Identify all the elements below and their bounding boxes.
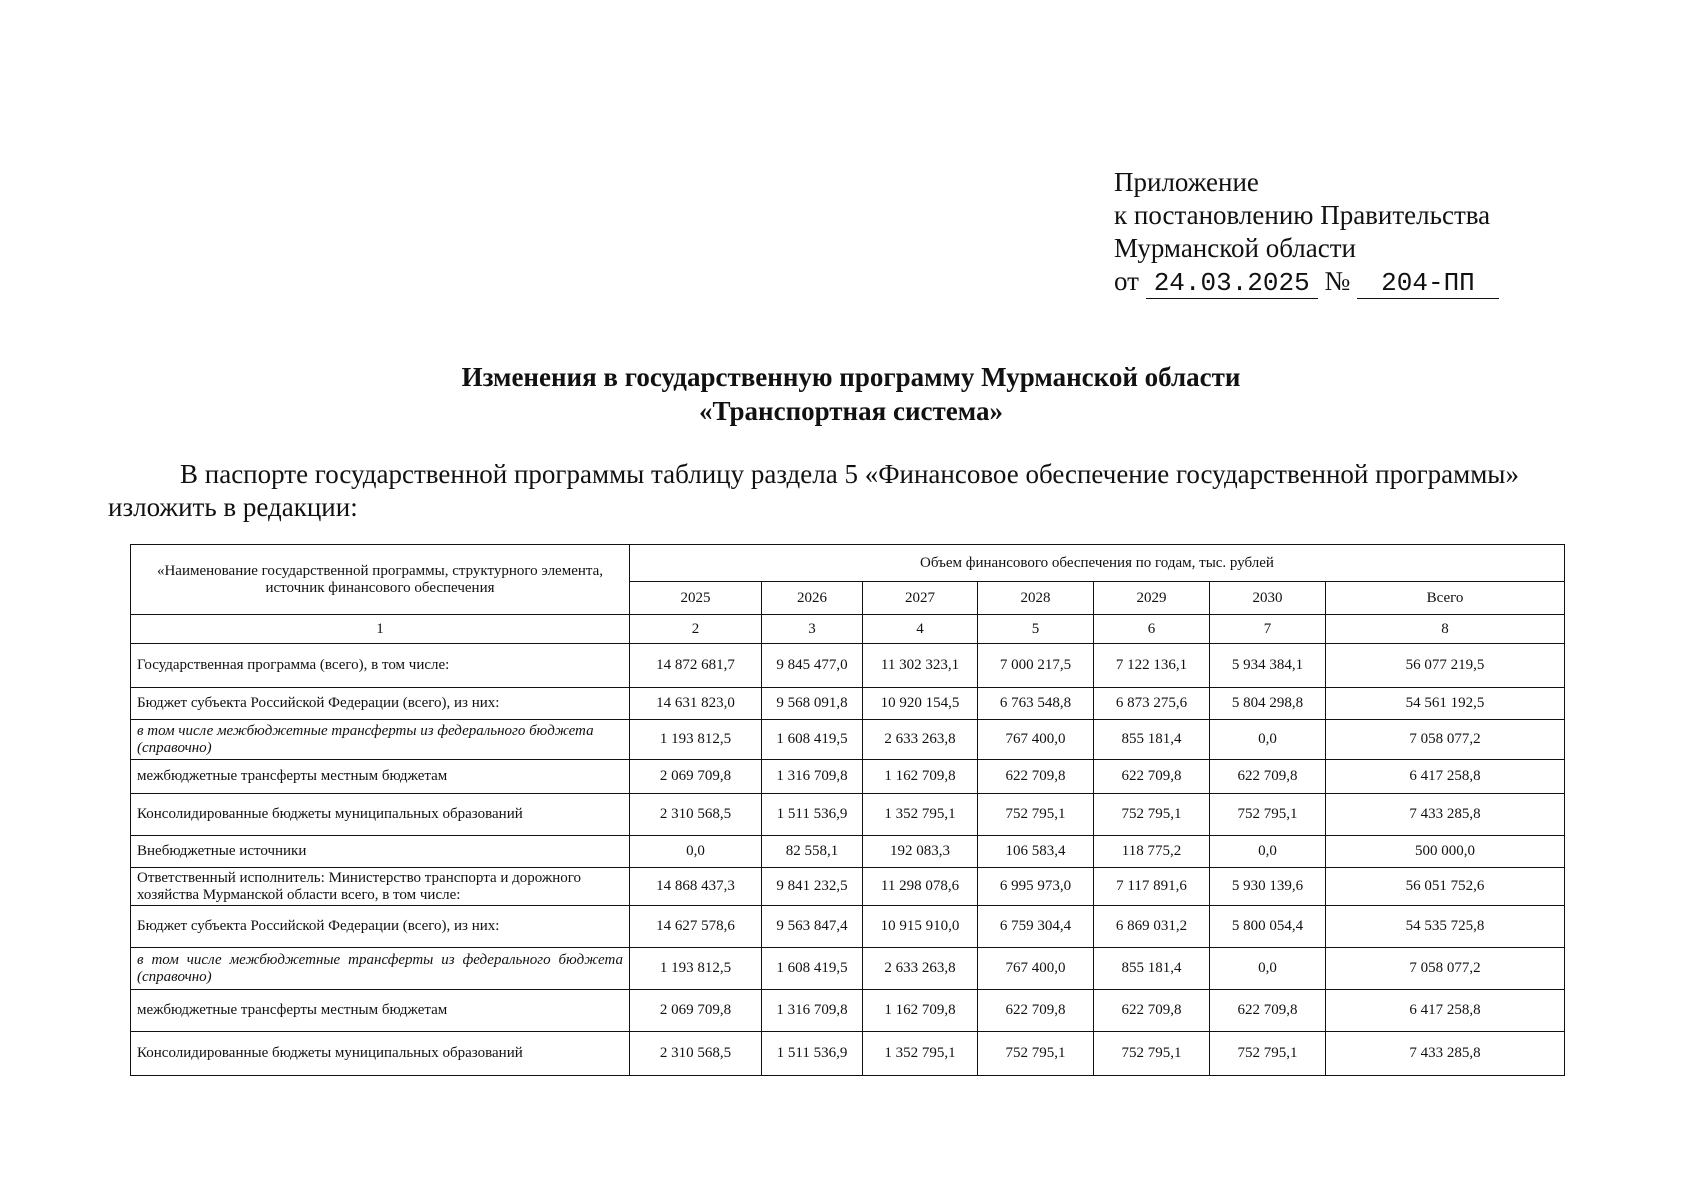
- row-year-value: 1 511 536,9: [762, 794, 863, 836]
- row-year-value: 1 352 795,1: [863, 794, 978, 836]
- row-total-value: 7 058 077,2: [1326, 720, 1565, 760]
- row-year-value: 6 759 304,4: [978, 906, 1094, 948]
- row-year-value: 1 193 812,5: [630, 720, 762, 760]
- table-row: [131, 794, 1565, 836]
- row-year-value: 1 316 709,8: [762, 990, 863, 1032]
- row-year-value: 767 400,0: [978, 720, 1094, 760]
- row-year-value: 7 000 217,5: [978, 644, 1094, 688]
- row-total-value: 7 433 285,8: [1326, 794, 1565, 836]
- column-number: 1: [131, 615, 630, 644]
- row-year-value: 6 869 031,2: [1094, 906, 1210, 948]
- row-name: Консолидированные бюджеты муниципальных образований: [131, 794, 630, 836]
- header-total: Всего: [1326, 582, 1565, 615]
- row-year-value: 82 558,1: [762, 836, 863, 868]
- number-prefix: №: [1324, 266, 1351, 296]
- table-row: [131, 760, 1565, 794]
- table-row: [131, 688, 1565, 720]
- table-row: [131, 836, 1565, 868]
- row-year-value: 622 709,8: [978, 760, 1094, 794]
- row-year-value: 6 995 973,0: [978, 868, 1094, 906]
- row-year-value: 1 193 812,5: [630, 948, 762, 990]
- row-total-value: 6 417 258,8: [1326, 990, 1565, 1032]
- row-year-value: 752 795,1: [1210, 1032, 1326, 1076]
- row-year-value: 14 872 681,7: [630, 644, 762, 688]
- row-year-value: 752 795,1: [1094, 1032, 1210, 1076]
- row-year-value: 0,0: [1210, 720, 1326, 760]
- resolution-number: 204-ПП: [1357, 268, 1499, 299]
- row-name: Ответственный исполнитель: Министерство транспорта и дорожного хозяйства Мурманской области всего, в том числе:: [131, 868, 630, 906]
- row-year-value: 622 709,8: [1094, 990, 1210, 1032]
- table-row: [131, 644, 1565, 688]
- row-year-value: 5 800 054,4: [1210, 906, 1326, 948]
- row-year-value: 2 069 709,8: [630, 990, 762, 1032]
- row-name: межбюджетные трансферты местным бюджетам: [131, 760, 630, 794]
- header-year: 2029: [1094, 582, 1210, 615]
- row-name: Государственная программа (всего), в том числе:: [131, 644, 630, 688]
- row-year-value: 1 352 795,1: [863, 1032, 978, 1076]
- resolution-date: 24.03.2025: [1146, 268, 1318, 299]
- header-year: 2028: [978, 582, 1094, 615]
- row-year-value: 855 181,4: [1094, 720, 1210, 760]
- row-year-value: 5 934 384,1: [1210, 644, 1326, 688]
- row-year-value: 767 400,0: [978, 948, 1094, 990]
- row-year-value: 1 608 419,5: [762, 948, 863, 990]
- row-year-value: 11 298 078,6: [863, 868, 978, 906]
- row-year-value: 11 302 323,1: [863, 644, 978, 688]
- row-year-value: 622 709,8: [978, 990, 1094, 1032]
- column-number: 5: [978, 615, 1094, 644]
- header-year: 2027: [863, 582, 978, 615]
- row-total-value: 500 000,0: [1326, 836, 1565, 868]
- row-year-value: 1 162 709,8: [863, 990, 978, 1032]
- row-name: Бюджет субъекта Российской Федерации (всего), из них:: [131, 688, 630, 720]
- table-row: [131, 720, 1565, 760]
- row-year-value: 118 775,2: [1094, 836, 1210, 868]
- column-number: 2: [630, 615, 762, 644]
- table-row: [131, 990, 1565, 1032]
- column-numbers-row: [131, 615, 1565, 644]
- row-year-value: 622 709,8: [1210, 760, 1326, 794]
- row-year-value: 7 117 891,6: [1094, 868, 1210, 906]
- row-year-value: 855 181,4: [1094, 948, 1210, 990]
- row-year-value: 192 083,3: [863, 836, 978, 868]
- row-year-value: 0,0: [630, 836, 762, 868]
- row-year-value: 1 511 536,9: [762, 1032, 863, 1076]
- appendix-block: [1114, 166, 1499, 299]
- row-year-value: 9 841 232,5: [762, 868, 863, 906]
- row-year-value: 2 633 263,8: [863, 948, 978, 990]
- title-line-2: «Транспортная система»: [699, 396, 1003, 426]
- appendix-line-1: Приложение: [1114, 167, 1259, 197]
- row-year-value: 2 069 709,8: [630, 760, 762, 794]
- intro-line-1: В паспорте государственной программы таблицу раздела 5 «Финансовое обеспечение государственной программы»: [180, 459, 1519, 489]
- date-prefix: от: [1114, 266, 1139, 296]
- title-line-1: Изменения в государственную программу Мурманской области: [461, 362, 1241, 392]
- row-name: межбюджетные трансферты местным бюджетам: [131, 990, 630, 1032]
- row-total-value: 6 417 258,8: [1326, 760, 1565, 794]
- row-year-value: 9 563 847,4: [762, 906, 863, 948]
- row-year-value: 752 795,1: [1094, 794, 1210, 836]
- row-name: Бюджет субъекта Российской Федерации (всего), из них:: [131, 906, 630, 948]
- column-number: 6: [1094, 615, 1210, 644]
- table-row: [131, 1032, 1565, 1076]
- row-year-value: 0,0: [1210, 836, 1326, 868]
- row-year-value: 0,0: [1210, 948, 1326, 990]
- row-year-value: 7 122 136,1: [1094, 644, 1210, 688]
- intro-paragraph: [108, 458, 1588, 524]
- row-year-value: 622 709,8: [1094, 760, 1210, 794]
- appendix-line-2: к постановлению Правительства: [1114, 200, 1491, 230]
- row-year-value: 14 868 437,3: [630, 868, 762, 906]
- column-number: 4: [863, 615, 978, 644]
- column-number: 3: [762, 615, 863, 644]
- row-total-value: 56 051 752,6: [1326, 868, 1565, 906]
- row-year-value: 10 915 910,0: [863, 906, 978, 948]
- column-number: 7: [1210, 615, 1326, 644]
- row-year-value: 752 795,1: [978, 1032, 1094, 1076]
- row-year-value: 5 930 139,6: [1210, 868, 1326, 906]
- table-row: [131, 906, 1565, 948]
- table-body: [131, 644, 1565, 1076]
- table-row: [131, 948, 1565, 990]
- row-year-value: 10 920 154,5: [863, 688, 978, 720]
- row-total-value: 56 077 219,5: [1326, 644, 1565, 688]
- table-row: [131, 868, 1565, 906]
- row-year-value: 5 804 298,8: [1210, 688, 1326, 720]
- row-year-value: 752 795,1: [978, 794, 1094, 836]
- row-year-value: 1 608 419,5: [762, 720, 863, 760]
- column-number: 8: [1326, 615, 1565, 644]
- appendix-line-3: Мурманской области: [1114, 233, 1356, 263]
- row-total-value: 7 058 077,2: [1326, 948, 1565, 990]
- header-year: 2030: [1210, 582, 1326, 615]
- row-year-value: 6 873 275,6: [1094, 688, 1210, 720]
- row-year-value: 2 310 568,5: [630, 1032, 762, 1076]
- row-year-value: 2 310 568,5: [630, 794, 762, 836]
- row-name: Внебюджетные источники: [131, 836, 630, 868]
- intro-line-2: изложить в редакции:: [108, 492, 358, 522]
- row-name: в том числе межбюджетные трансферты из федерального бюджета (справочно): [131, 720, 630, 760]
- row-year-value: 14 631 823,0: [630, 688, 762, 720]
- row-year-value: 9 568 091,8: [762, 688, 863, 720]
- row-name: Консолидированные бюджеты муниципальных образований: [131, 1032, 630, 1076]
- row-year-value: 622 709,8: [1210, 990, 1326, 1032]
- appendix-date-line: [1114, 265, 1499, 299]
- row-year-value: 2 633 263,8: [863, 720, 978, 760]
- header-volume: Объем финансового обеспечения по годам, тыс. рублей: [630, 545, 1565, 582]
- document-title: [0, 360, 1702, 428]
- row-year-value: 1 316 709,8: [762, 760, 863, 794]
- row-total-value: 54 561 192,5: [1326, 688, 1565, 720]
- row-year-value: 9 845 477,0: [762, 644, 863, 688]
- row-name: в том числе межбюджетные трансферты из федерального бюджета (справочно): [131, 948, 630, 990]
- row-total-value: 54 535 725,8: [1326, 906, 1565, 948]
- row-year-value: 6 763 548,8: [978, 688, 1094, 720]
- row-year-value: 106 583,4: [978, 836, 1094, 868]
- row-year-value: 14 627 578,6: [630, 906, 762, 948]
- row-total-value: 7 433 285,8: [1326, 1032, 1565, 1076]
- header-year: 2026: [762, 582, 863, 615]
- row-year-value: 1 162 709,8: [863, 760, 978, 794]
- row-year-value: 752 795,1: [1210, 794, 1326, 836]
- header-name: «Наименование государственной программы, структурного элемента, источник финансового обеспечения: [131, 545, 630, 615]
- financing-table: [130, 544, 1565, 1076]
- header-year: 2025: [630, 582, 762, 615]
